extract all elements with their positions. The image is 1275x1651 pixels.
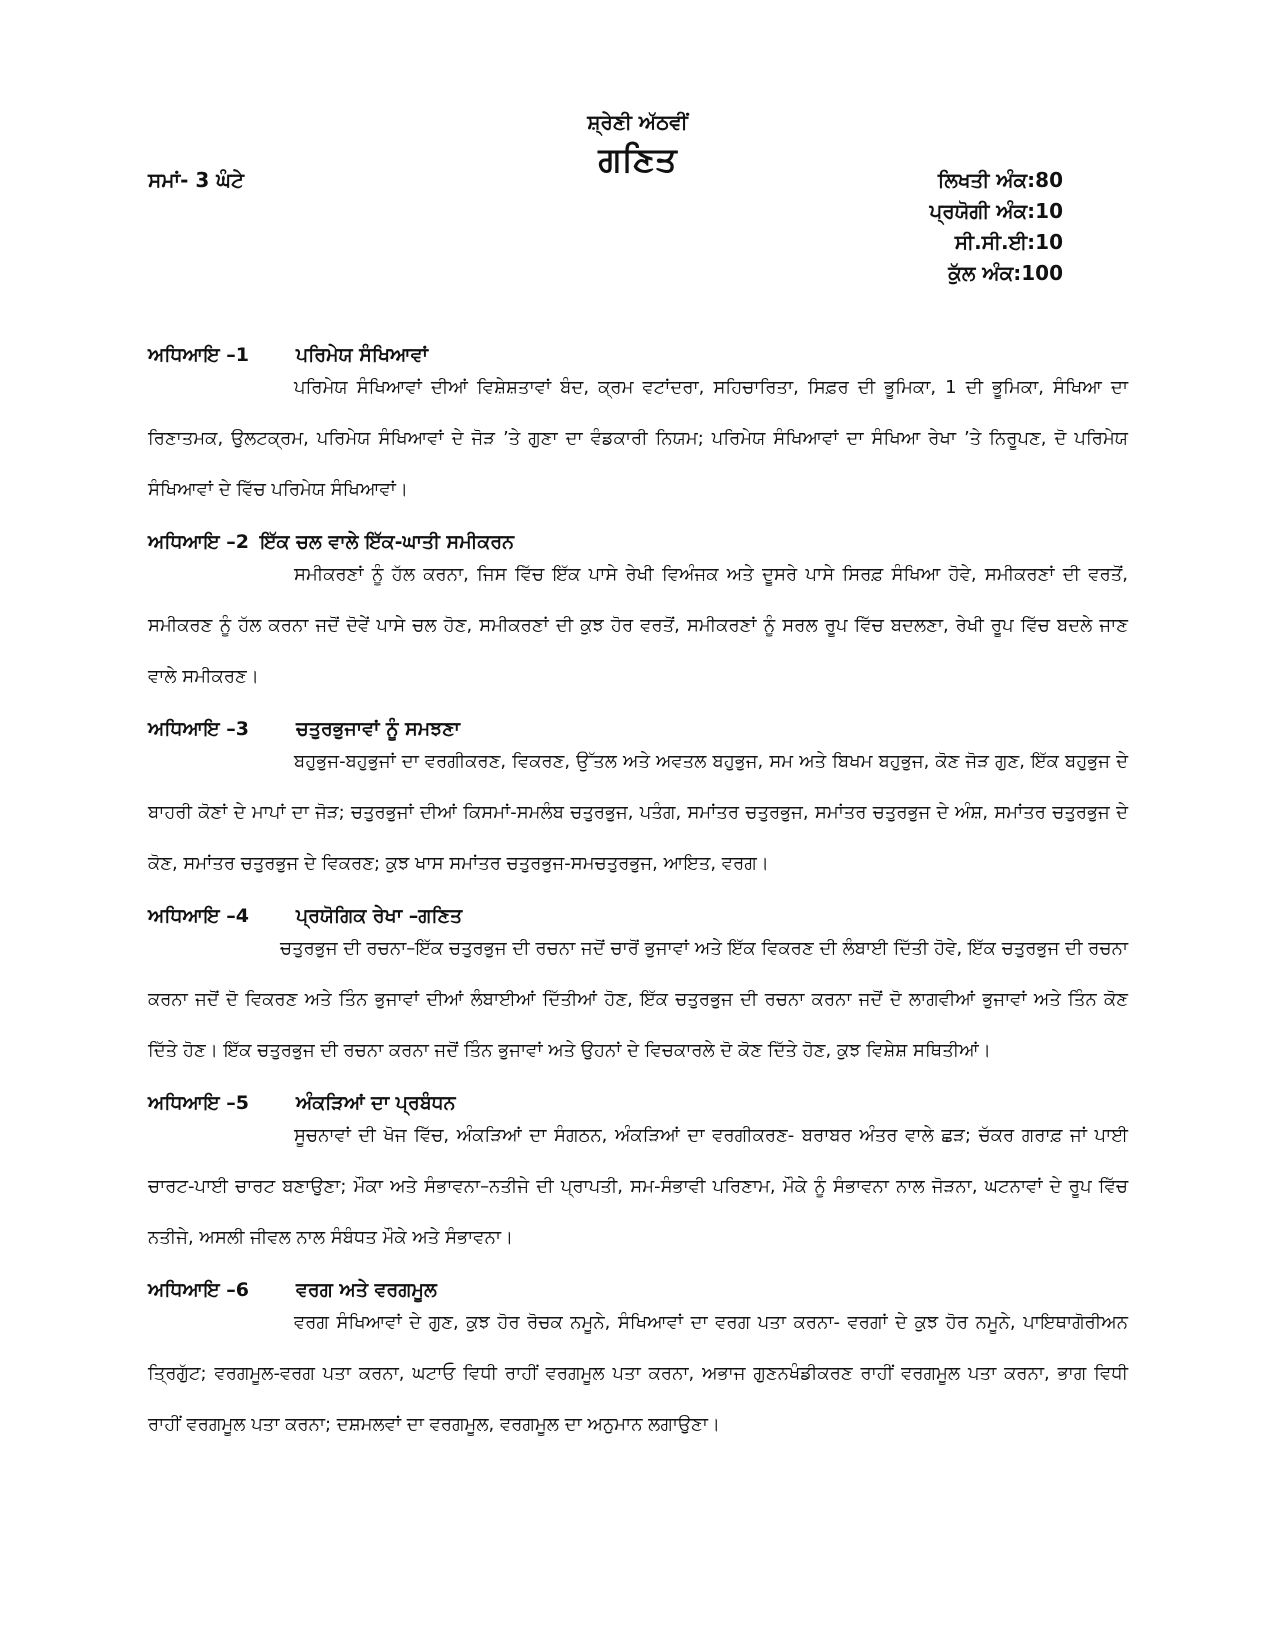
class-heading: ਸ਼੍ਰੇਣੀ ਅੱਠਵੀਂ [587,110,688,134]
chapter-number: ਅਧਿਆਇ –1 [148,344,249,366]
chapter-body: ਸੂਚਨਾਵਾਂ ਦੀ ਖੋਜ ਵਿੱਚ, ਅੰਕੜਿਆਂ ਦਾ ਸੰਗਠਨ, ਅੰਕੜਿਆਂ ਦਾ ਵਰਗੀਕਰਣ- ਬਰਾਬਰ ਅੰਤਰ ਵਾਲੇ ਛੜ; ਚੱਕਰ ਗਰਾਫ਼ ਜਾਂ ਪਾਈ ਚਾਰਟ-ਪਾਈ ਚਾਰਟ ਬਣਾਉਣਾ; ਮੌਕਾ ਅਤੇ ਸੰਭਾਵਨਾ–ਨਤੀਜੇ ਦੀ ਪ੍ਰਾਪਤੀ, ਸਮ-ਸੰਭਾਵੀ ਪਰਿਣਾਮ, ਮੌਕੇ ਨੂੰ ਸੰਭਾਵਨਾ ਨਾਲ ਜੋੜਨਾ, ਘਟਨਾਵਾਂ ਦੇ ਰੂਪ ਵਿੱਚ ਨਤੀਜੇ, ਅਸਲੀ ਜੀਵਲ ਨਾਲ ਸੰਬੰਧਤ ਮੌਕੇ ਅਤੇ ਸੰਭਾਵਨਾ। [148,1125,1128,1248]
chapter-title: ਪ੍ਰਯੋਗਿਕ ਰੇਖਾ –ਗਣਿਤ [296,905,463,927]
marks-block [929,165,1063,289]
chapter-number: ਅਧਿਆਇ –6 [148,1279,249,1301]
chapter-title: ਚਤੁਰਭੁਜਾਵਾਂ ਨੂੰ ਸਮਝਣਾ [296,718,460,740]
chapter-title: ਪਰਿਮੇਯ ਸੰਖਿਆਵਾਂ [296,344,428,366]
chapter-number: ਅਧਿਆਇ –3 [148,718,249,740]
cce-marks: ਸੀ.ਸੀ.ਈ:10 [954,230,1063,254]
chapter-number: ਅਧਿਆਇ –2 [148,531,249,553]
chapter-body: ਚਤੁਰਭੁਜ ਦੀ ਰਚਨਾ–ਇੱਕ ਚਤੁਰਭੁਜ ਦੀ ਰਚਨਾ ਜਦੋਂ ਚਾਰੋਂ ਭੁਜਾਵਾਂ ਅਤੇ ਇੱਕ ਵਿਕਰਣ ਦੀ ਲੰਬਾਈ ਦਿੱਤੀ ਹੋਵੇ, ਇੱਕ ਚਤੁਰਭੁਜ ਦੀ ਰਚਨਾ ਕਰਨਾ ਜਦੋਂ ਦੋ ਵਿਕਰਣ ਅਤੇ ਤਿੰਨ ਭੁਜਾਵਾਂ ਦੀਆਂ ਲੰਬਾਈਆਂ ਦਿੱਤੀਆਂ ਹੋਣ, ਇੱਕ ਚਤੁਰਭੁਜ ਦੀ ਰਚਨਾ ਕਰਨਾ ਜਦੋਂ ਦੋ ਲਾਗਵੀਆਂ ਭੁਜਾਵਾਂ ਅਤੇ ਤਿੰਨ ਕੋਣ ਦਿੱਤੇ ਹੋਣ। ਇੱਕ ਚਤੁਰਭੁਜ ਦੀ ਰਚਨਾ ਕਰਨਾ ਜਦੋਂ ਤਿੰਨ ਭੁਜਾਵਾਂ ਅਤੇ ਉਹਨਾਂ ਦੇ ਵਿਚਕਾਰਲੇ ਦੋ ਕੋਣ ਦਿੱਤੇ ਹੋਣ, ਕੁਝ ਵਿਸ਼ੇਸ਼ ਸਥਿਤੀਆਂ। [148,938,1128,1061]
chapter-4 [148,903,1128,1076]
total-marks: ਕੁੱਲ ਅੰਕ:100 [948,261,1063,285]
chapter-title: ਅੰਕੜਿਆਂ ਦਾ ਪ੍ਰਬੰਧਨ [296,1092,456,1114]
exam-time: ਸਮਾਂ- 3 ਘੰਟੇ [148,168,244,192]
chapter-1 [148,342,1128,515]
practical-marks: ਪ੍ਰਯੋਗੀ ਅੰਕ:10 [929,199,1063,223]
chapter-2 [148,529,1128,702]
chapter-body: ਸਮੀਕਰਣਾਂ ਨੂੰ ਹੱਲ ਕਰਨਾ, ਜਿਸ ਵਿੱਚ ਇੱਕ ਪਾਸੇ ਰੇਖੀ ਵਿਅੰਜਕ ਅਤੇ ਦੂਸਰੇ ਪਾਸੇ ਸਿਰਫ਼ ਸੰਖਿਆ ਹੋਵੇ, ਸਮੀਕਰਣਾਂ ਦੀ ਵਰਤੋਂ, ਸਮੀਕਰਣ ਨੂੰ ਹੱਲ ਕਰਨਾ ਜਦੋਂ ਦੋਵੇਂ ਪਾਸੇ ਚਲ ਹੋਣ, ਸਮੀਕਰਣਾਂ ਦੀ ਕੁਝ ਹੋਰ ਵਰਤੋਂ, ਸਮੀਕਰਣਾਂ ਨੂੰ ਸਰਲ ਰੂਪ ਵਿੱਚ ਬਦਲਣਾ, ਰੇਖੀ ਰੂਪ ਵਿੱਚ ਬਦਲੇ ਜਾਣ ਵਾਲੇ ਸਮੀਕਰਣ। [148,564,1128,687]
chapter-5 [148,1090,1128,1263]
chapter-body: ਪਰਿਮੇਯ ਸੰਖਿਆਵਾਂ ਦੀਆਂ ਵਿਸ਼ੇਸ਼ਤਾਵਾਂ ਬੰਦ, ਕ੍ਰਮ ਵਟਾਂਦਰਾ, ਸਹਿਚਾਰਿਤਾ, ਸਿਫ਼ਰ ਦੀ ਭੂਮਿਕਾ, 1 ਦੀ ਭੂਮਿਕਾ, ਸੰਖਿਆ ਦਾ ਰਿਣਾਤਮਕ, ਉਲਟਕ੍ਰਮ, ਪਰਿਮੇਯ ਸੰਖਿਆਵਾਂ ਦੇ ਜੋੜ ’ਤੇ ਗੁਣਾ ਦਾ ਵੰਡਕਾਰੀ ਨਿਯਮ; ਪਰਿਮੇਯ ਸੰਖਿਆਵਾਂ ਦਾ ਸੰਖਿਆ ਰੇਖਾ ’ਤੇ ਨਿਰੂਪਣ, ਦੋ ਪਰਿਮੇਯ ਸੰਖਿਆਵਾਂ ਦੇ ਵਿੱਚ ਪਰਿਮੇਯ ਸੰਖਿਆਵਾਂ। [148,377,1128,500]
chapter-number: ਅਧਿਆਇ –5 [148,1092,249,1114]
chapter-number: ਅਧਿਆਇ –4 [148,905,249,927]
chapter-3 [148,716,1128,889]
chapters-list [148,342,1128,1464]
chapter-title: ਵਰਗ ਅਤੇ ਵਰਗਮੂਲ [296,1279,437,1301]
written-marks: ਲਿਖਤੀ ਅੰਕ:80 [937,168,1063,192]
subject-title: ਗਣਿਤ [598,140,677,180]
chapter-6 [148,1277,1128,1450]
chapter-title: ਇੱਕ ਚਲ ਵਾਲੇ ਇੱਕ-ਘਾਤੀ ਸਮੀਕਰਨ [260,531,515,553]
chapter-body: ਬਹੁਭੁਜ-ਬਹੁਭੁਜਾਂ ਦਾ ਵਰਗੀਕਰਣ, ਵਿਕਰਣ, ਉੱਤਲ ਅਤੇ ਅਵਤਲ ਬਹੁਭੁਜ, ਸਮ ਅਤੇ ਬਿਖਮ ਬਹੁਭੁਜ, ਕੋਣ ਜੋੜ ਗੁਣ, ਇੱਕ ਬਹੁਭੁਜ ਦੇ ਬਾਹਰੀ ਕੋਣਾਂ ਦੇ ਮਾਪਾਂ ਦਾ ਜੋੜ; ਚਤੁਰਭੁਜਾਂ ਦੀਆਂ ਕਿਸਮਾਂ-ਸਮਲੰਬ ਚਤੁਰਭੁਜ, ਪਤੰਗ, ਸਮਾਂਤਰ ਚਤੁਰਭੁਜ, ਸਮਾਂਤਰ ਚਤੁਰਭੁਜ ਦੇ ਅੰਸ਼, ਸਮਾਂਤਰ ਚਤੁਰਭੁਜ ਦੇ ਕੋਣ, ਸਮਾਂਤਰ ਚਤੁਰਭੁਜ ਦੇ ਵਿਕਰਣ; ਕੁਝ ਖਾਸ ਸਮਾਂਤਰ ਚਤੁਰਭੁਜ-ਸਮਚਤੁਰਭੁਜ, ਆਇਤ, ਵਰਗ। [148,751,1128,874]
chapter-body: ਵਰਗ ਸੰਖਿਆਵਾਂ ਦੇ ਗੁਣ, ਕੁਝ ਹੋਰ ਰੋਚਕ ਨਮੂਨੇ, ਸੰਖਿਆਵਾਂ ਦਾ ਵਰਗ ਪਤਾ ਕਰਨਾ- ਵਰਗਾਂ ਦੇ ਕੁਝ ਹੋਰ ਨਮੂਨੇ, ਪਾਇਥਾਗੋਰੀਅਨ ਤ੍ਰਿਗੁੱਟ; ਵਰਗਮੂਲ-ਵਰਗ ਪਤਾ ਕਰਨਾ, ਘਟਾਓ ਵਿਧੀ ਰਾਹੀਂ ਵਰਗਮੂਲ ਪਤਾ ਕਰਨਾ, ਅਭਾਜ ਗੁਣਨਖੰਡੀਕਰਣ ਰਾਹੀਂ ਵਰਗਮੂਲ ਪਤਾ ਕਰਨਾ, ਭਾਗ ਵਿਧੀ ਰਾਹੀਂ ਵਰਗਮੂਲ ਪਤਾ ਕਰਨਾ; ਦਸ਼ਮਲਵਾਂ ਦਾ ਵਰਗਮੂਲ, ਵਰਗਮੂਲ ਦਾ ਅਨੁਮਾਨ ਲਗਾਉਣਾ। [148,1312,1128,1435]
